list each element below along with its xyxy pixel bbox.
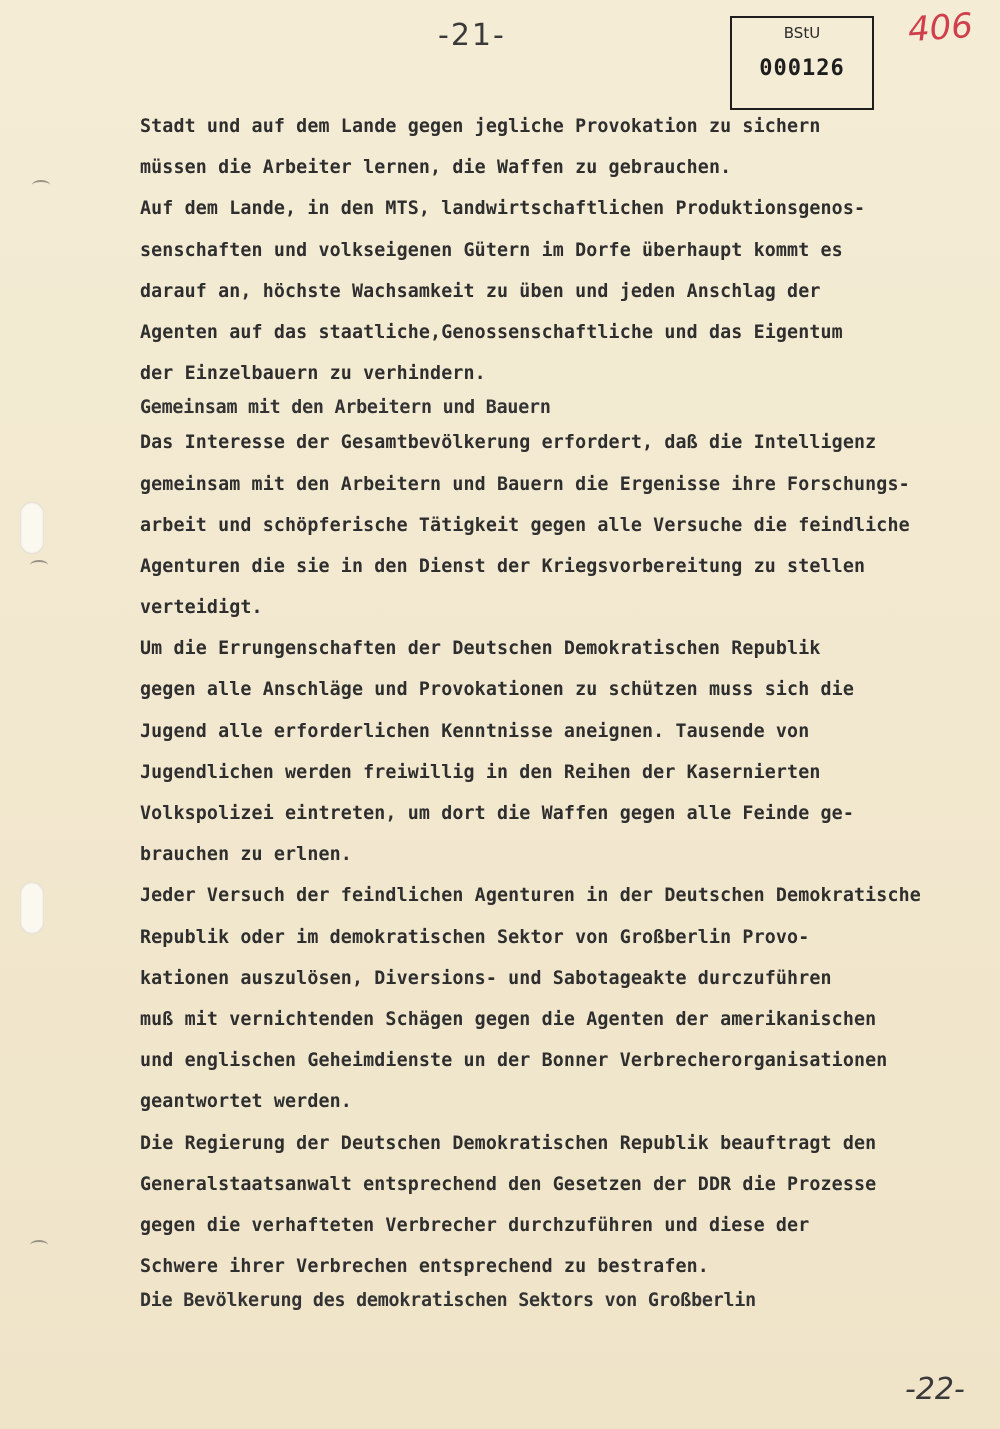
typewritten-body (140, 106, 995, 1315)
archive-stamp-title: BStU (783, 24, 821, 42)
text-line: Agenten auf das staatliche,Genossenschaftliche und das Eigentum (140, 321, 843, 343)
text-line: darauf an, höchste Wachsamkeit zu üben und jeden Anschlag der (140, 280, 821, 302)
text-line: Jugendlichen werden freiwillig in den Reihen der Kasernierten (140, 761, 821, 783)
struck-out-line: Die Bevölkerung des demokratischen Sektors von Großberlin (140, 1290, 756, 1312)
text-line: Generalstaatsanwalt entsprechend den Gesetzen der DDR die Prozesse (140, 1173, 877, 1195)
text-line: der Einzelbauern zu verhindern. (140, 363, 486, 385)
text-line: und englischen Geheimdienste un der Bonner Verbrecherorganisationen (140, 1050, 888, 1072)
text-line: Stadt und auf dem Lande gegen jegliche Provokation zu sichern (140, 116, 821, 137)
text-line: arbeit und schöpferische Tätigkeit gegen alle Versuche die feindliche (140, 514, 910, 536)
text-line: Die Regierung der Deutschen Demokratischen Republik beauftragt den (140, 1132, 877, 1154)
struck-out-line: Gemeinsam mit den Arbeitern und Bauern (140, 397, 551, 419)
text-line: Schwere ihrer Verbrechen entsprechend zu bestrafen. (140, 1256, 709, 1278)
paper-mark (30, 560, 48, 570)
paper-mark (30, 1240, 48, 1250)
punch-hole (20, 882, 44, 934)
text-line: senschaften und volkseigenen Gütern im Dorfe überhaupt kommt es (140, 239, 843, 261)
text-line: Republik oder im demokratischen Sektor von Großberlin Provo- (140, 926, 810, 948)
text-line: Jeder Versuch der feindlichen Agenturen in der Deutschen Demokratische (140, 885, 921, 907)
text-line: gegen alle Anschläge und Provokationen zu schützen muss sich die (140, 679, 854, 701)
text-line: Das Interesse der Gesamtbevölkerung erfordert, daß die Intelligenz (140, 432, 877, 454)
text-line: geantwortet werden. (140, 1091, 352, 1113)
handwritten-folio-number: 406 (906, 5, 975, 51)
text-line: gemeinsam mit den Arbeitern und Bauern die Ergenisse ihre Forschungs- (140, 473, 910, 495)
text-line: Um die Errungenschaften der Deutschen Demokratischen Republik (140, 638, 821, 660)
text-line: muß mit vernichtenden Schägen gegen die Agenten der amerikanischen (140, 1008, 877, 1030)
text-line: brauchen zu erlnen. (140, 844, 352, 866)
archive-stamp-number: 000126 (759, 56, 845, 81)
text-line: müssen die Arbeiter lernen, die Waffen zu gebrauchen. (140, 157, 732, 179)
text-line: gegen die verhafteten Verbrecher durchzuführen und diese der (140, 1214, 810, 1236)
text-line: verteidigt. (140, 597, 263, 619)
page-number-top: -21- (438, 18, 506, 53)
paper-mark (32, 180, 50, 190)
text-line: Volkspolizei eintreten, um dort die Waffen gegen alle Feinde ge- (140, 803, 854, 824)
page-number-bottom: -22- (905, 1372, 965, 1407)
text-line: kationen auszulösen, Diversions- und Sabotageakte durczuführen (140, 967, 832, 989)
text-line: Auf dem Lande, in den MTS, landwirtschaftlichen Produktionsgenos- (140, 198, 866, 220)
punch-hole (20, 502, 44, 554)
archive-stamp (730, 16, 874, 110)
text-line: Agenturen die sie in den Dienst der Kriegsvorbereitung zu stellen (140, 555, 866, 577)
text-line: Jugend alle erforderlichen Kenntnisse aneignen. Tausende von (140, 720, 810, 742)
